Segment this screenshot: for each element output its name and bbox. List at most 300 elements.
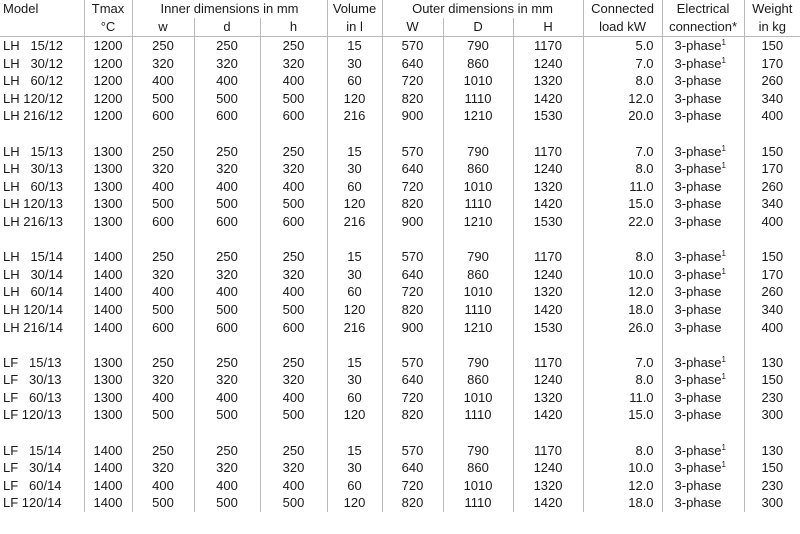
outer-h-cell: 1170 — [513, 143, 583, 161]
weight-cell: 260 — [744, 283, 800, 301]
model-cell: LF 30/13 — [3, 372, 62, 388]
electrical-connection-cell — [662, 143, 744, 161]
table-row — [0, 195, 800, 213]
electrical-connection-cell — [662, 37, 744, 55]
weight-cell: 130 — [744, 442, 800, 460]
model-cell: LH 120/14 — [3, 301, 63, 317]
tmax-cell: 1200 — [84, 72, 132, 90]
header-tmax-unit: °C — [84, 18, 132, 37]
spacer-cell — [443, 231, 513, 249]
electrical-connection-cell — [662, 72, 744, 90]
header-volume: Volume — [327, 0, 382, 18]
connected-load-cell: 10.0 — [583, 266, 662, 284]
inner-d-cell: 250 — [194, 354, 260, 372]
volume-cell: 60 — [327, 389, 382, 407]
inner-d-cell: 320 — [194, 266, 260, 284]
electrical-connection-cell — [662, 283, 744, 301]
weight-cell: 400 — [744, 213, 800, 231]
connected-load-cell: 7.0 — [583, 354, 662, 372]
outer-d-cell: 1010 — [443, 72, 513, 90]
inner-d-cell: 250 — [194, 442, 260, 460]
phase-label: 3-phase — [674, 196, 722, 212]
inner-w-cell: 400 — [132, 389, 194, 407]
inner-d-cell: 400 — [194, 72, 260, 90]
inner-w-cell: 250 — [132, 143, 194, 161]
spacer-cell — [443, 424, 513, 442]
electrical-connection-cell — [662, 195, 744, 213]
outer-w-cell: 820 — [382, 494, 443, 512]
table-row — [0, 72, 800, 90]
connected-load-cell: 7.0 — [583, 143, 662, 161]
volume-cell: 15 — [327, 442, 382, 460]
tmax-cell: 1400 — [84, 266, 132, 284]
inner-h-cell: 400 — [260, 283, 327, 301]
model-cell: LF 15/14 — [3, 442, 62, 458]
group-spacer — [0, 231, 800, 249]
table-body — [0, 37, 800, 513]
electrical-connection-cell — [662, 477, 744, 495]
outer-w-cell: 820 — [382, 301, 443, 319]
tmax-cell: 1400 — [84, 283, 132, 301]
inner-w-cell: 600 — [132, 213, 194, 231]
outer-d-cell: 1110 — [443, 301, 513, 319]
inner-w-cell: 400 — [132, 477, 194, 495]
outer-d-cell: 790 — [443, 354, 513, 372]
tmax-cell: 1400 — [84, 248, 132, 266]
outer-w-cell: 820 — [382, 195, 443, 213]
volume-cell: 15 — [327, 354, 382, 372]
outer-w-cell: 640 — [382, 160, 443, 178]
spacer-cell — [443, 336, 513, 354]
outer-d-cell: 1210 — [443, 319, 513, 337]
outer-h-cell: 1240 — [513, 266, 583, 284]
inner-d-cell: 500 — [194, 90, 260, 108]
table-row — [0, 354, 800, 372]
spacer-cell — [327, 336, 382, 354]
spacer-cell — [0, 125, 84, 143]
inner-w-cell: 600 — [132, 107, 194, 125]
model-cell: LH 15/13 — [3, 143, 63, 159]
electrical-connection-cell — [662, 494, 744, 512]
weight-cell: 300 — [744, 406, 800, 424]
outer-h-cell: 1240 — [513, 160, 583, 178]
outer-w-cell: 720 — [382, 178, 443, 196]
outer-d-cell: 860 — [443, 459, 513, 477]
outer-w-cell: 820 — [382, 406, 443, 424]
outer-d-cell: 790 — [443, 442, 513, 460]
table-row — [0, 266, 800, 284]
header-weight-unit: in kg — [744, 18, 800, 37]
inner-d-cell: 250 — [194, 248, 260, 266]
inner-d-cell: 320 — [194, 55, 260, 73]
inner-d-cell: 400 — [194, 477, 260, 495]
spacer-cell — [260, 336, 327, 354]
footnote-mark: 1 — [721, 266, 726, 276]
inner-w-cell: 250 — [132, 37, 194, 55]
inner-h-cell: 400 — [260, 477, 327, 495]
weight-cell: 230 — [744, 477, 800, 495]
footnote-mark: 1 — [721, 55, 726, 65]
footnote-mark: 1 — [721, 38, 726, 47]
spacer-cell — [132, 336, 194, 354]
outer-w-cell: 640 — [382, 371, 443, 389]
inner-h-cell: 500 — [260, 406, 327, 424]
header-volume-unit: in l — [327, 18, 382, 37]
inner-d-cell: 500 — [194, 301, 260, 319]
weight-cell: 150 — [744, 248, 800, 266]
inner-h-cell: 320 — [260, 266, 327, 284]
weight-cell: 300 — [744, 494, 800, 512]
model-cell: LH 30/13 — [3, 161, 63, 177]
spacer-cell — [662, 231, 744, 249]
connected-load-cell: 12.0 — [583, 283, 662, 301]
outer-h-cell: 1240 — [513, 459, 583, 477]
connected-load-cell: 15.0 — [583, 406, 662, 424]
outer-w-cell: 900 — [382, 213, 443, 231]
electrical-connection-cell — [662, 248, 744, 266]
outer-w-cell: 720 — [382, 477, 443, 495]
model-cell: LH 15/12 — [3, 38, 63, 53]
volume-cell: 30 — [327, 160, 382, 178]
outer-h-cell: 1420 — [513, 494, 583, 512]
inner-w-cell: 250 — [132, 354, 194, 372]
inner-d-cell: 500 — [194, 195, 260, 213]
group-spacer — [0, 125, 800, 143]
weight-cell: 340 — [744, 90, 800, 108]
inner-d-cell: 250 — [194, 37, 260, 55]
volume-cell: 120 — [327, 90, 382, 108]
model-cell: LF 120/13 — [3, 407, 62, 423]
outer-d-cell: 1110 — [443, 494, 513, 512]
outer-d-cell: 860 — [443, 55, 513, 73]
volume-cell: 60 — [327, 477, 382, 495]
footnote-mark: 1 — [721, 161, 726, 171]
spacer-cell — [583, 424, 662, 442]
spacer-cell — [583, 231, 662, 249]
outer-d-cell: 860 — [443, 371, 513, 389]
tmax-cell: 1200 — [84, 90, 132, 108]
connected-load-cell: 18.0 — [583, 494, 662, 512]
spacer-cell — [132, 125, 194, 143]
volume-cell: 120 — [327, 406, 382, 424]
inner-d-cell: 320 — [194, 459, 260, 477]
tmax-cell: 1300 — [84, 406, 132, 424]
tmax-cell: 1300 — [84, 160, 132, 178]
inner-h-cell: 500 — [260, 195, 327, 213]
spacer-cell — [744, 424, 800, 442]
outer-d-cell: 860 — [443, 160, 513, 178]
model-cell: LH 60/13 — [3, 178, 63, 194]
outer-h-cell: 1320 — [513, 477, 583, 495]
outer-w-cell: 720 — [382, 72, 443, 90]
table-row — [0, 107, 800, 125]
outer-h-cell: 1240 — [513, 371, 583, 389]
spacer-cell — [382, 125, 443, 143]
model-cell: LH 120/13 — [3, 196, 63, 212]
outer-w-cell: 640 — [382, 55, 443, 73]
group-spacer — [0, 424, 800, 442]
outer-w-cell: 570 — [382, 143, 443, 161]
spacer-cell — [583, 125, 662, 143]
tmax-cell: 1300 — [84, 389, 132, 407]
connected-load-cell: 26.0 — [583, 319, 662, 337]
electrical-connection-cell — [662, 266, 744, 284]
header-outer-d: D — [443, 18, 513, 37]
inner-d-cell: 400 — [194, 283, 260, 301]
weight-cell: 230 — [744, 389, 800, 407]
electrical-connection-cell — [662, 319, 744, 337]
phase-label: 3-phase — [674, 108, 722, 124]
inner-w-cell: 320 — [132, 459, 194, 477]
inner-h-cell: 500 — [260, 90, 327, 108]
table-row — [0, 477, 800, 495]
connected-load-cell: 10.0 — [583, 459, 662, 477]
volume-cell: 15 — [327, 37, 382, 55]
spacer-cell — [744, 231, 800, 249]
table-row — [0, 213, 800, 231]
table-row — [0, 319, 800, 337]
table-row — [0, 459, 800, 477]
connected-load-cell: 8.0 — [583, 160, 662, 178]
outer-d-cell: 1110 — [443, 406, 513, 424]
table-row — [0, 160, 800, 178]
model-cell: LF 60/13 — [3, 389, 62, 405]
phase-label: 3-phase — [674, 213, 722, 229]
tmax-cell: 1200 — [84, 55, 132, 73]
inner-w-cell: 400 — [132, 283, 194, 301]
table-row — [0, 371, 800, 389]
inner-h-cell: 600 — [260, 107, 327, 125]
tmax-cell: 1300 — [84, 143, 132, 161]
connected-load-cell: 5.0 — [583, 37, 662, 55]
spacer-cell — [744, 125, 800, 143]
inner-h-cell: 250 — [260, 143, 327, 161]
volume-cell: 216 — [327, 319, 382, 337]
model-cell: LH 120/12 — [3, 90, 63, 106]
outer-d-cell: 790 — [443, 143, 513, 161]
header-model: Model — [3, 1, 39, 16]
spacer-cell — [0, 424, 84, 442]
header-connected-load: Connected — [583, 0, 662, 18]
model-cell: LH 216/14 — [3, 319, 63, 335]
electrical-connection-cell — [662, 90, 744, 108]
inner-w-cell: 320 — [132, 266, 194, 284]
electrical-connection-cell — [662, 389, 744, 407]
weight-cell: 150 — [744, 459, 800, 477]
phase-label: 3-phase — [674, 73, 722, 89]
outer-w-cell: 720 — [382, 389, 443, 407]
model-cell: LH 60/12 — [3, 73, 63, 89]
inner-w-cell: 500 — [132, 301, 194, 319]
table-row — [0, 90, 800, 108]
footnote-mark: 1 — [721, 372, 726, 382]
outer-d-cell: 790 — [443, 37, 513, 55]
spacer-cell — [327, 231, 382, 249]
inner-d-cell: 600 — [194, 213, 260, 231]
table-row — [0, 37, 800, 55]
spacer-cell — [744, 336, 800, 354]
tmax-cell: 1200 — [84, 107, 132, 125]
weight-cell: 400 — [744, 319, 800, 337]
model-cell: LF 15/13 — [3, 354, 62, 370]
outer-d-cell: 790 — [443, 248, 513, 266]
weight-cell: 260 — [744, 178, 800, 196]
inner-h-cell: 320 — [260, 55, 327, 73]
outer-w-cell: 570 — [382, 248, 443, 266]
phase-label: 3-phase — [674, 178, 722, 194]
tmax-cell: 1400 — [84, 477, 132, 495]
spacer-cell — [194, 336, 260, 354]
connected-load-cell: 8.0 — [583, 442, 662, 460]
outer-h-cell: 1170 — [513, 248, 583, 266]
phase-label: 3-phase — [674, 249, 722, 265]
phase-label: 3-phase — [674, 161, 722, 177]
phase-label: 3-phase — [674, 442, 722, 458]
inner-d-cell: 500 — [194, 494, 260, 512]
group-spacer — [0, 336, 800, 354]
connected-load-cell: 20.0 — [583, 107, 662, 125]
electrical-connection-cell — [662, 459, 744, 477]
spacer-cell — [513, 424, 583, 442]
spacer-cell — [327, 424, 382, 442]
model-cell: LH 30/12 — [3, 55, 63, 71]
inner-w-cell: 500 — [132, 494, 194, 512]
table-row — [0, 178, 800, 196]
connected-load-cell: 15.0 — [583, 195, 662, 213]
electrical-connection-cell — [662, 442, 744, 460]
inner-d-cell: 500 — [194, 406, 260, 424]
model-cell: LH 15/14 — [3, 249, 63, 265]
model-cell: LH 216/12 — [3, 108, 63, 124]
inner-w-cell: 320 — [132, 371, 194, 389]
phase-label: 3-phase — [674, 90, 722, 106]
header-load-unit: load kW — [583, 18, 662, 37]
phase-label: 3-phase — [674, 38, 722, 53]
spacer-cell — [513, 125, 583, 143]
header-inner-d: d — [194, 18, 260, 37]
outer-d-cell: 1010 — [443, 389, 513, 407]
phase-label: 3-phase — [674, 143, 722, 159]
outer-h-cell: 1320 — [513, 389, 583, 407]
outer-w-cell: 640 — [382, 266, 443, 284]
phase-label: 3-phase — [674, 319, 722, 335]
inner-w-cell: 320 — [132, 160, 194, 178]
spacer-cell — [194, 424, 260, 442]
footnote-mark: 1 — [721, 460, 726, 470]
inner-w-cell: 320 — [132, 55, 194, 73]
volume-cell: 15 — [327, 143, 382, 161]
inner-w-cell: 500 — [132, 406, 194, 424]
spacer-cell — [84, 424, 132, 442]
inner-w-cell: 250 — [132, 442, 194, 460]
inner-d-cell: 320 — [194, 371, 260, 389]
outer-h-cell: 1420 — [513, 406, 583, 424]
footnote-mark: 1 — [721, 442, 726, 452]
spacer-cell — [327, 125, 382, 143]
inner-h-cell: 500 — [260, 301, 327, 319]
footnote-mark: 1 — [721, 143, 726, 153]
inner-h-cell: 400 — [260, 389, 327, 407]
connected-load-cell: 12.0 — [583, 477, 662, 495]
weight-cell: 340 — [744, 195, 800, 213]
spacer-cell — [84, 336, 132, 354]
inner-d-cell: 400 — [194, 389, 260, 407]
weight-cell: 150 — [744, 37, 800, 55]
table-row — [0, 248, 800, 266]
outer-d-cell: 1210 — [443, 213, 513, 231]
connected-load-cell: 11.0 — [583, 389, 662, 407]
outer-d-cell: 860 — [443, 266, 513, 284]
outer-h-cell: 1320 — [513, 283, 583, 301]
weight-cell: 150 — [744, 371, 800, 389]
volume-cell: 30 — [327, 55, 382, 73]
weight-cell: 150 — [744, 143, 800, 161]
tmax-cell: 1300 — [84, 354, 132, 372]
outer-h-cell: 1530 — [513, 107, 583, 125]
spacer-cell — [260, 424, 327, 442]
outer-w-cell: 570 — [382, 354, 443, 372]
phase-label: 3-phase — [674, 266, 722, 282]
table-row — [0, 389, 800, 407]
header-tmax: Tmax — [84, 0, 132, 18]
electrical-connection-cell — [662, 213, 744, 231]
connected-load-cell: 22.0 — [583, 213, 662, 231]
volume-cell: 120 — [327, 195, 382, 213]
inner-d-cell: 600 — [194, 107, 260, 125]
electrical-connection-cell — [662, 371, 744, 389]
outer-w-cell: 570 — [382, 37, 443, 55]
outer-d-cell: 1110 — [443, 195, 513, 213]
inner-d-cell: 600 — [194, 319, 260, 337]
inner-w-cell: 500 — [132, 90, 194, 108]
phase-label: 3-phase — [674, 389, 722, 405]
outer-h-cell: 1170 — [513, 37, 583, 55]
outer-w-cell: 720 — [382, 283, 443, 301]
outer-d-cell: 1010 — [443, 178, 513, 196]
model-cell: LF 30/14 — [3, 460, 62, 476]
model-cell: LF 60/14 — [3, 477, 62, 493]
header-electrical: Electrical — [662, 0, 744, 18]
spacer-cell — [662, 424, 744, 442]
volume-cell: 30 — [327, 266, 382, 284]
spacer-cell — [84, 231, 132, 249]
phase-label: 3-phase — [674, 55, 722, 71]
table-row — [0, 55, 800, 73]
inner-h-cell: 250 — [260, 354, 327, 372]
volume-cell: 60 — [327, 283, 382, 301]
model-cell: LF 120/14 — [3, 495, 62, 511]
table-row — [0, 442, 800, 460]
model-cell: LH 60/14 — [3, 284, 63, 300]
volume-cell: 60 — [327, 178, 382, 196]
tmax-cell: 1400 — [84, 301, 132, 319]
electrical-connection-cell — [662, 160, 744, 178]
volume-cell: 120 — [327, 494, 382, 512]
phase-label: 3-phase — [674, 354, 722, 370]
inner-h-cell: 250 — [260, 248, 327, 266]
table-row — [0, 283, 800, 301]
connected-load-cell: 11.0 — [583, 178, 662, 196]
header-outer-h: H — [513, 18, 583, 37]
table-header — [0, 0, 800, 37]
electrical-connection-cell — [662, 55, 744, 73]
tmax-cell: 1300 — [84, 213, 132, 231]
phase-label: 3-phase — [674, 495, 722, 511]
inner-h-cell: 320 — [260, 459, 327, 477]
spacer-cell — [662, 336, 744, 354]
weight-cell: 400 — [744, 107, 800, 125]
outer-h-cell: 1320 — [513, 72, 583, 90]
